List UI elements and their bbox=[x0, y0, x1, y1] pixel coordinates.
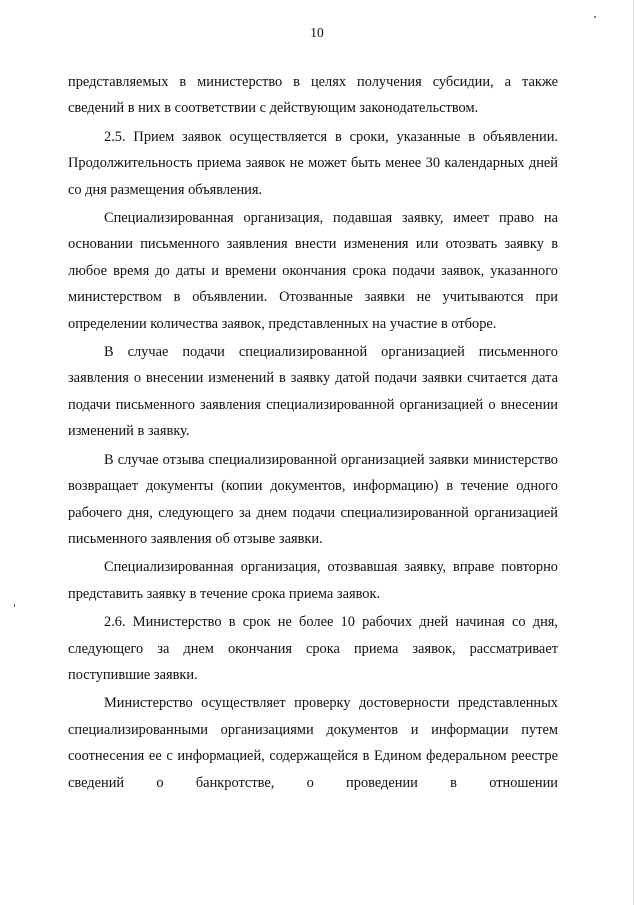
paragraph-2-5: 2.5. Прием заявок осуществляется в сроки, указанные в объявлении. Продолжительность приема заявок не может быть менее 30 календарных дней со дня размещения объявления. bbox=[68, 128, 558, 198]
paragraph-resubmit: Специализированная организация, отозвавшая заявку, вправе повторно представить заявку в течение срока приема заявок. bbox=[68, 559, 558, 602]
document-body bbox=[68, 69, 558, 798]
scan-speck bbox=[594, 16, 596, 18]
paragraph-continuation: представляемых в министерство в целях получения субсидии, а также сведений в них в соответствии с действующим законодательством. bbox=[68, 74, 558, 117]
paragraph-return-documents: В случае отзыва специализированной организацией заявки министерство возвращает документы (копии документов, информацию) в течение одного рабочего дня, следующего за днем подачи специализированной организацией письменного заявления об отзыве заявки. bbox=[68, 451, 558, 547]
paragraph-2-6: 2.6. Министерство в срок не более 10 рабочих дней начиная со дня, следующего за днем окончания срока приема заявок, рассматривает поступившие заявки. bbox=[68, 614, 558, 683]
paragraph-changes-date: В случае подачи специализированной организацией письменного заявления о внесении изменений в заявку датой подачи заявки считается дата подачи письменного заявления специализированной организацией о внесении изменений в заявку. bbox=[68, 344, 558, 440]
paragraph-withdrawal-right: Специализированная организация, подавшая заявку, имеет право на основании письменного заявления внести изменения или отозвать заявку в любое время до даты и времени окончания срока подачи заявок, указанного министерством в объявлении. Отозванные заявки не учитываются при определении количества заявок, представленных на участие в отборе. bbox=[68, 210, 558, 332]
page-number: 10 bbox=[310, 25, 324, 40]
paragraph-verification: Министерство осуществляет проверку достоверности представленных специализированными организациями документов и информации путем соотнесения ее с информацией, содержащейся в Едином федеральном реестре сведений о банкротстве, о проведении в отношении bbox=[68, 695, 558, 791]
scan-speck bbox=[14, 604, 15, 607]
